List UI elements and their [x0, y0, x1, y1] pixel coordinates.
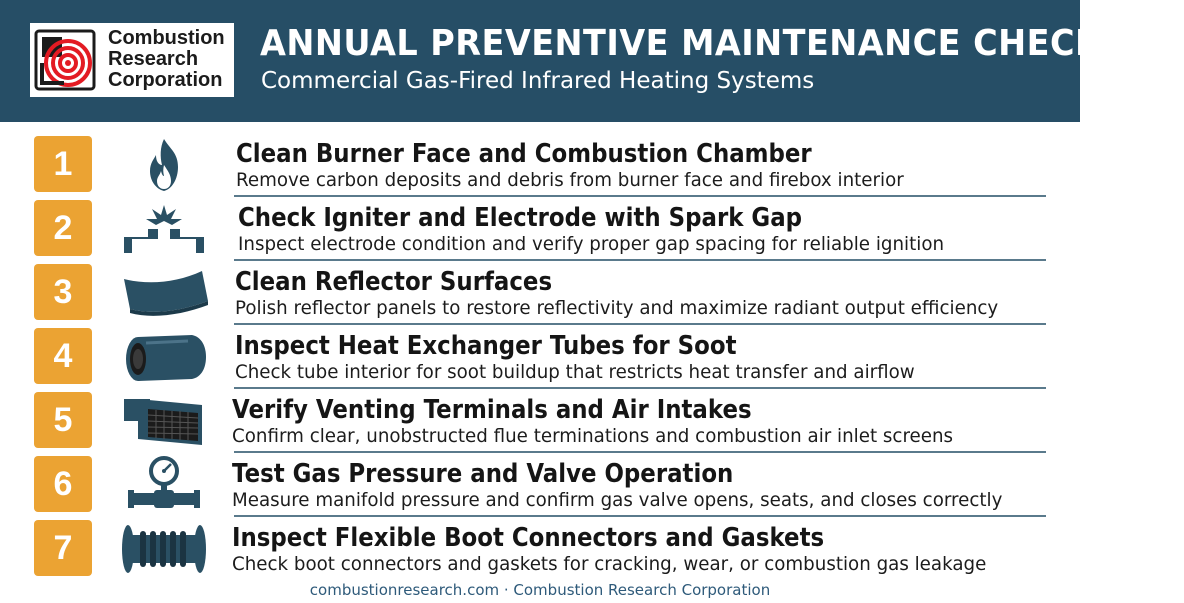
- step-number-badge: 7: [34, 520, 92, 576]
- step-number-badge: 2: [34, 200, 92, 256]
- item-description: Check boot connectors and gaskets for cracking, wear, or combustion gas leakage: [232, 553, 987, 575]
- logo-text: [108, 28, 232, 91]
- checklist-item: [34, 455, 1046, 517]
- checklist-item: [34, 519, 1046, 581]
- logo-line-3: Corporation: [108, 69, 223, 91]
- header-banner: [0, 0, 1184, 122]
- footer-text[interactable]: combustionresearch.com · Combustion Research Corporation: [309, 581, 771, 599]
- item-description: Confirm clear, unobstructed flue terminations and combustion air inlet screens: [232, 425, 954, 447]
- logo-line-2: Research: [108, 48, 199, 70]
- item-description: Inspect electrode condition and verify proper gap spacing for reliable ignition: [238, 233, 945, 255]
- item-title: Verify Venting Terminals and Air Intakes: [232, 395, 752, 425]
- item-description: Check tube interior for soot buildup that restricts heat transfer and airflow: [235, 361, 915, 383]
- igniter-spark-icon: [118, 199, 210, 259]
- logo-mark-icon: [34, 29, 96, 91]
- logo-line-1: Combustion: [108, 27, 225, 49]
- item-title: Check Igniter and Electrode with Spark Gap: [238, 203, 803, 233]
- checklist-item: [34, 391, 1046, 453]
- company-logo: [30, 23, 234, 97]
- step-number-badge: 1: [34, 136, 92, 192]
- item-title: Clean Reflector Surfaces: [235, 267, 553, 297]
- checklist-item: [34, 327, 1046, 389]
- page-title: ANNUAL PREVENTIVE MAINTENANCE CHECKLIST: [260, 23, 1184, 64]
- heat-exchanger-tube-icon: [118, 327, 210, 387]
- page-subtitle: Commercial Gas-Fired Infrared Heating Systems: [261, 68, 815, 94]
- checklist-item: [34, 199, 1046, 261]
- row-divider: [234, 515, 1046, 517]
- pressure-gauge-icon: [118, 455, 210, 515]
- item-title: Inspect Flexible Boot Connectors and Gaskets: [232, 523, 825, 553]
- row-divider: [234, 387, 1046, 389]
- flame-icon: [118, 135, 210, 195]
- row-divider: [234, 259, 1046, 261]
- item-title: Test Gas Pressure and Valve Operation: [232, 459, 734, 489]
- item-description: Polish reflector panels to restore reflectivity and maximize radiant output efficiency: [235, 297, 999, 319]
- item-description: Measure manifold pressure and confirm gas valve opens, seats, and closes correctly: [232, 489, 1003, 511]
- item-description: Remove carbon deposits and debris from burner face and firebox interior: [236, 169, 904, 191]
- item-title: Clean Burner Face and Combustion Chamber: [236, 139, 812, 169]
- step-number-badge: 6: [34, 456, 92, 512]
- step-number-badge: 3: [34, 264, 92, 320]
- flexible-boot-connector-icon: [118, 519, 210, 579]
- item-title: Inspect Heat Exchanger Tubes for Soot: [235, 331, 737, 361]
- vent-terminal-icon: [118, 391, 210, 451]
- row-divider: [234, 451, 1046, 453]
- checklist-item: [34, 263, 1046, 325]
- step-number-badge: 4: [34, 328, 92, 384]
- row-divider: [234, 323, 1046, 325]
- row-divider: [234, 195, 1046, 197]
- checklist-item: [34, 135, 1046, 197]
- step-number-badge: 5: [34, 392, 92, 448]
- reflector-panel-icon: [118, 263, 210, 323]
